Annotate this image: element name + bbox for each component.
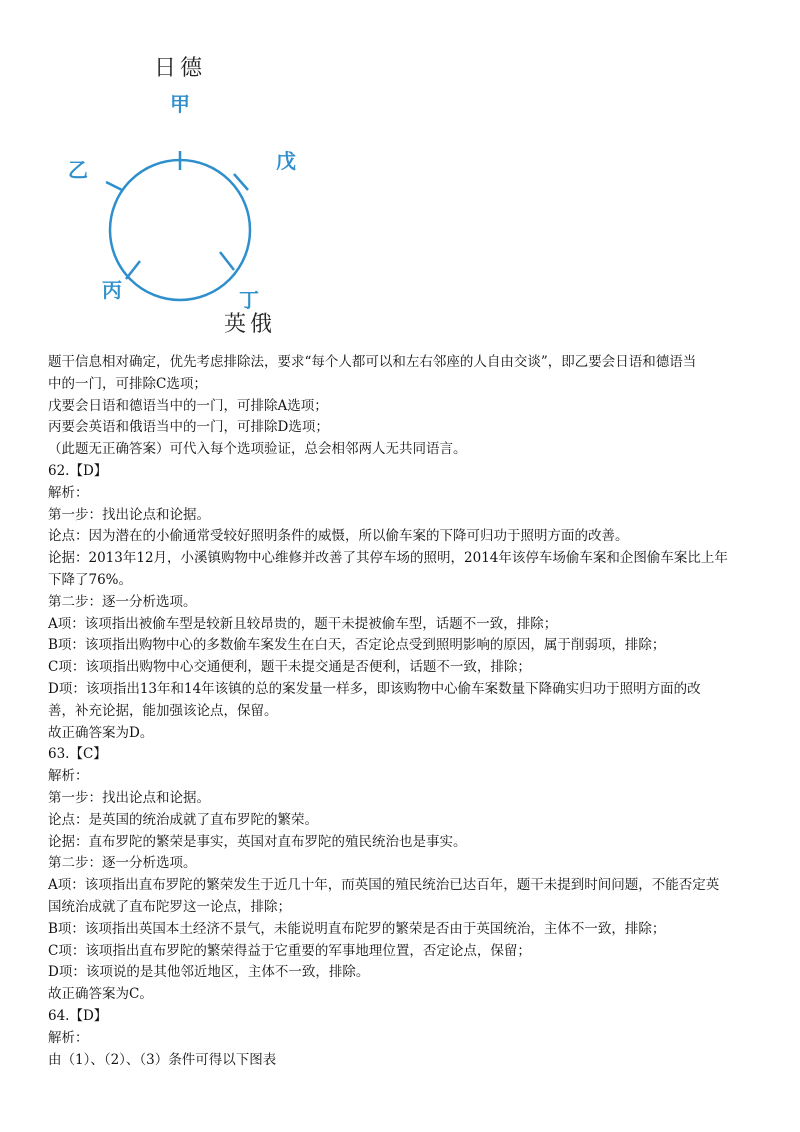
text-line: 下降了76%。	[48, 571, 133, 588]
table-circle	[110, 160, 250, 300]
text-line: 论点：是英国的统治成就了直布罗陀的繁荣。	[48, 811, 318, 828]
text-line: A项：该项指出被偷车型是较新且较昂贵的，题干未提被偷车型，话题不一致，排除；	[48, 615, 558, 632]
text-line: 论据：直布罗陀的繁荣是事实，英国对直布罗陀的殖民统治也是事实。	[48, 833, 467, 850]
question-number: 63.【C】	[48, 746, 107, 763]
text-line: 第二步：逐一分析选项。	[48, 855, 197, 872]
text-line: 解析：	[48, 1029, 89, 1046]
text-line: 题干信息相对确定，优先考虑排除法，要求“每个人都可以和左右邻座的人自由交谈”，即乙要会日语和德语当	[48, 354, 697, 370]
text-line: 丙要会英语和俄语当中的一门，可排除D选项；	[48, 419, 329, 436]
seating-circle-svg	[40, 48, 340, 348]
text-line: 解析：	[48, 768, 89, 785]
text-line: 论点：因为潜在的小偷通常受较好照明条件的威慑，所以偷车案的下降可归功于照明方面的改善。	[48, 528, 629, 545]
text-line: 第二步：逐一分析选项。	[48, 593, 197, 610]
text-line: 国统治成就了直布陀罗这一论点，排除；	[48, 898, 291, 915]
text-line: D项：该项指出13年和14年该镇的总的案发量一样多，即该购物中心偷车案数量下降确实归功于照明方面的改	[48, 680, 701, 697]
text-line: 由（1）、（2）、（3）条件可得以下图表	[48, 1051, 277, 1068]
text-line: D项：该项说的是其他邻近地区，主体不一致，排除。	[48, 964, 370, 981]
text-line: C项：该项指出直布罗陀的繁荣得益于它重要的军事地理位置，否定论点，保留；	[48, 942, 531, 959]
text-line: 论据：2013年12月，小溪镇购物中心维修并改善了其停车场的照明，2014年该停车场偷车案和企图偷车案比上年	[48, 550, 728, 567]
text-line: 中的一门，可排除C选项；	[48, 375, 207, 392]
tick-ding	[220, 252, 234, 270]
seat-label-ding: 丁	[239, 288, 259, 312]
seating-diagram	[40, 48, 340, 348]
text-line: （此题无正确答案）可代入每个选项验证，总会相邻两人无共同语言。	[48, 441, 467, 458]
text-line: C项：该项指出购物中心交通便利，题干未提交通是否便利，话题不一致，排除；	[48, 659, 531, 676]
text-line: 解析：	[48, 484, 89, 501]
text-line: 故正确答案为D。	[48, 724, 154, 741]
seat-label-wu: 戊	[276, 149, 296, 173]
text-line: A项：该项指出直布罗陀的繁荣发生于近几十年，而英国的殖民统治已达百年，题干未提到时间问题，不能否定英	[48, 877, 720, 894]
text-line: B项：该项指出英国本土经济不景气，未能说明直布陀罗的繁荣是否由于英国统治，主体不一致，排除；	[48, 920, 666, 937]
text-line: 第一步：找出论点和论据。	[48, 789, 210, 806]
bottom-language-label: 英俄	[223, 312, 277, 337]
text-line: 善，补充论据，能加强该论点，保留。	[48, 702, 278, 719]
tick-yi	[106, 182, 122, 190]
answer-text	[48, 352, 760, 1071]
text-line: 戊要会日语和德语当中的一门，可排除A选项；	[48, 397, 328, 414]
question-number: 62.【D】	[48, 462, 108, 479]
tick-bing	[126, 261, 140, 279]
text-line: B项：该项指出购物中心的多数偷车案发生在白天，否定论点受到照明影响的原因，属于削弱项，排除；	[48, 637, 666, 654]
seat-label-bing: 丙	[102, 278, 122, 302]
text-line: 故正确答案为C。	[48, 986, 153, 1003]
question-number: 64.【D】	[48, 1007, 108, 1024]
seat-label-yi: 乙	[68, 158, 88, 182]
seat-label-jia: 甲	[170, 92, 190, 116]
top-language-label: 日德	[153, 56, 207, 81]
text-line: 第一步：找出论点和论据。	[48, 506, 210, 523]
